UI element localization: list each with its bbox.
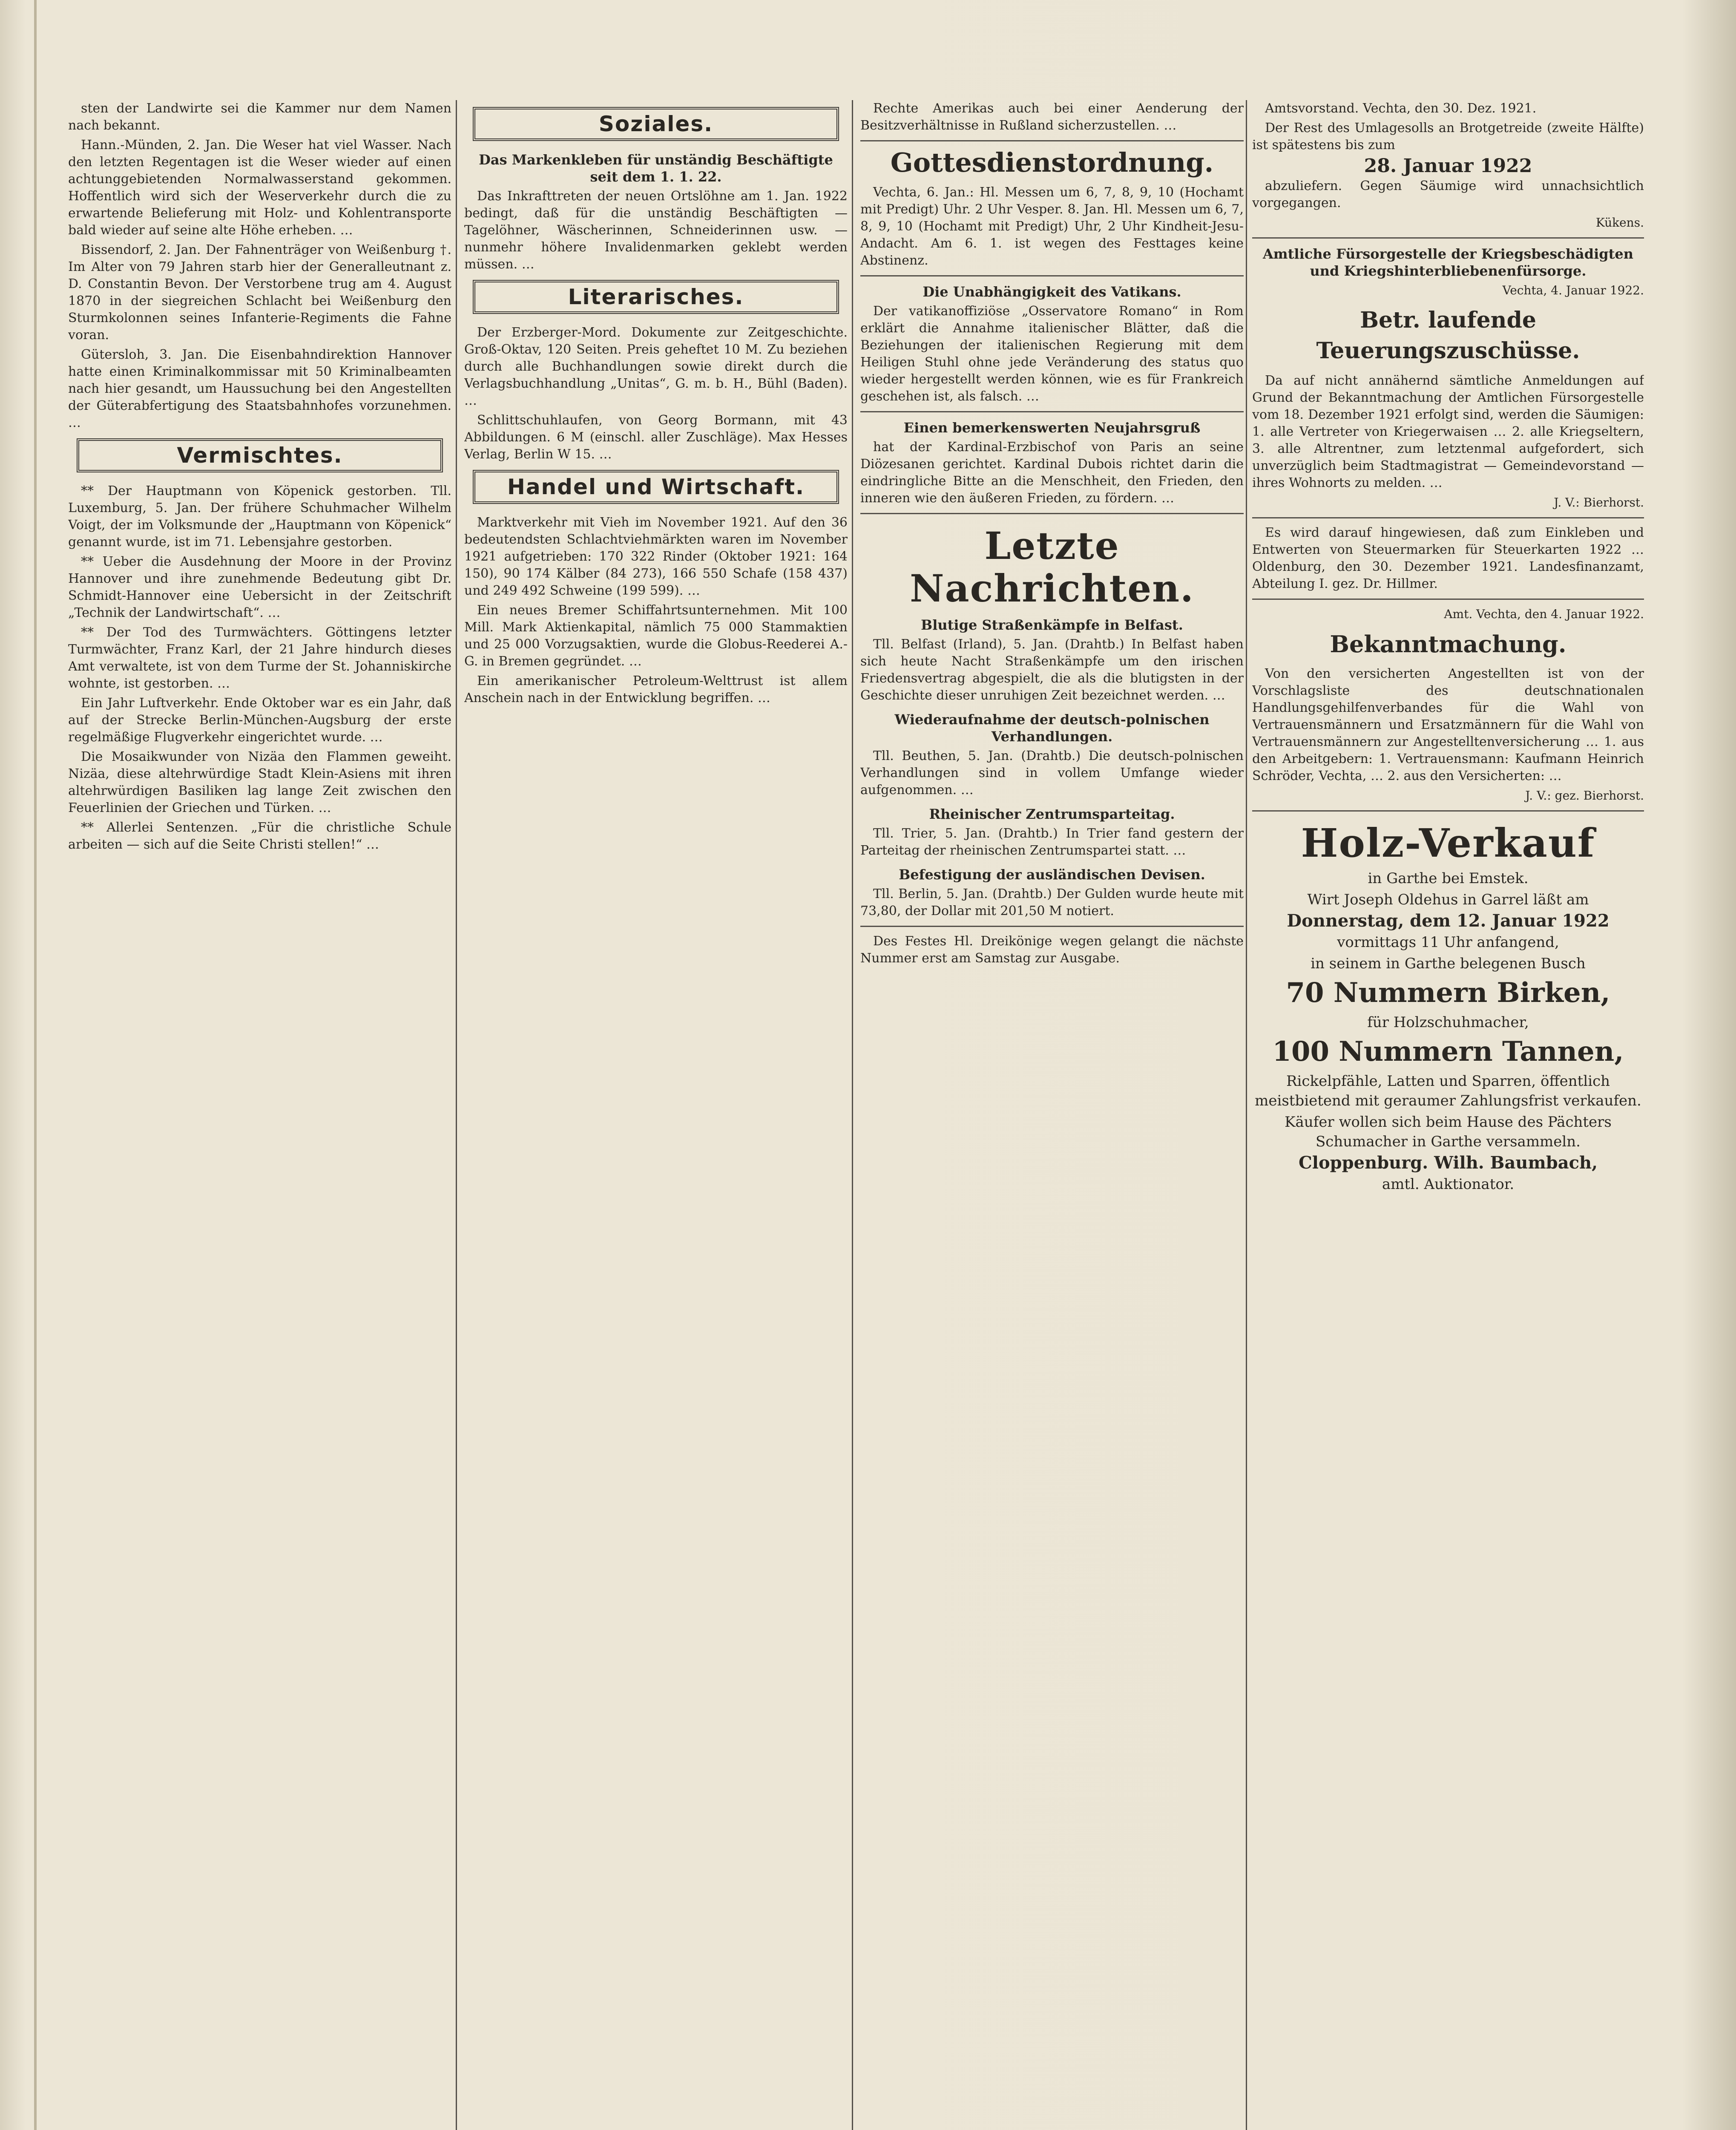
article-text: Bissendorf, 2. Jan. Der Fahnenträger von Weißenburg †. Im Alter von 79 Jahren starb hier der Generalleutnant z. D. Constantin Bevon. Der Verstorbene trug am 4. August 1870 in der siegreichen Schlacht bei Weißenburg den Sturmkolonnen seines Infanterie-Regiments die Fahne voran. [68,242,451,343]
article-heading: Befestigung der ausländischen Devisen. [899,866,1205,883]
article-text: ** Ueber die Ausdehnung der Moore in der Provinz Hannover und ihre zunehmende Bedeutung gibt Dr. Schmidt-Hannover eine Uebersicht in der Zeitschrift „Technik der Landwirtschaft“. … [68,554,451,620]
article-text: Tll. Beuthen, 5. Jan. (Drahtb.) Die deutsch-polnischen Verhandlungen sind in vollem Umfange wieder aufgenommen. … [860,748,1244,797]
ad-line: Donnerstag, dem 12. Januar 1922 [1287,911,1610,931]
ad-line: amtl. Auktionator. [1382,1176,1515,1193]
section-heading-soziales: Soziales. [473,107,839,141]
article-text: Tll. Trier, 5. Jan. (Drahtb.) In Trier fand gestern der Parteitag der rheinischen Zentrumspartei statt. … [860,826,1244,858]
notice-text: abzuliefern. Gegen Säumige wird unnachsichtlich vorgegangen. [1252,178,1644,210]
article-text: hat der Kardinal-Erzbischof von Paris an seine Diözesanen gerichtet. Kardinal Dubois richtet darin die eindringliche Bitte an die Menschheit, den Frieden, den inneren wie den äußeren Frieden, zu fördern. … [860,440,1244,506]
ad-line: Wirt Joseph Oldehus in Garrel läßt am [1307,891,1589,908]
article-text: Hann.-Münden, 2. Jan. Die Weser hat viel Wasser. Nach den letzten Regentagen ist die Weser wieder auf einen achtunggebietenden Normalwasserstand gekommen. Hoffentlich wird sich der Weserverkehr durch die zu erwartende Belieferung mit Holz- und Kohlentransporte bald wieder auf seine alte Höhe erheben. … [68,138,451,238]
article-text: Der vatikanoffiziöse „Osservatore Romano“ in Rom erklärt die Annahme italienischer Blätter, daß die Beziehungen der italienischen Regierung mit dem Heiligen Stuhl ohne jede Veränderung des status quo wieder hergestellt werden können, wie es für Frankreich geschehen ist, als falsch. … [860,304,1244,404]
ad-line: Cloppenburg. Wilh. Baumbach, [1298,1153,1598,1173]
page-fold [34,0,37,2130]
section-heading-handel: Handel und Wirtschaft. [473,470,839,504]
article-text: Ein neues Bremer Schiffahrtsunternehmen. Mit 100 Mill. Mark Aktienkapital, nämlich 75 000 Stammaktien und 25 000 Vorzugsaktien, wurde die Globus-Reederei A.-G. in Bremen gegründet. … [464,603,848,669]
notice-signature: J. V.: gez. Bierhorst. [1525,789,1644,803]
column-rule [1246,100,1247,2130]
section-heading-vermischtes: Vermischtes. [77,438,443,472]
article-text: Der Erzberger-Mord. Dokumente zur Zeitgeschichte. Groß-Oktav, 120 Seiten. Preis geheftet 10 M. Zu beziehen durch alle Buchhandlungen sowie direkt durch die Verlagsbuchhandlung „Unitas“, G. m. b. H., Bühl (Baden). … [464,325,848,408]
divider [1252,599,1644,600]
article-text: Gütersloh, 3. Jan. Die Eisenbahndirektion Hannover hatte einen Kriminalkommissar mit 50 Kriminalbeamten nach hier gesandt, um Haussuchung bei den Angestellten der Güterabfertigung des Staatsbahnhofes vorzunehmen. … [68,347,451,430]
article-text: sten der Landwirte sei die Kammer nur dem Namen nach bekannt. [68,101,451,133]
divider [860,411,1244,412]
section-heading-gottesdienst: Gottesdienstordnung. [890,147,1214,178]
notice-text: Es wird darauf hingewiesen, daß zum Einkleben und Entwerten von Steuermarken für Steuerkarten 1922 … Oldenburg, den 30. Dezember 1921. Landesfinanzamt, Abteilung I. gez. Dr. Hillmer. [1252,525,1644,591]
divider [860,140,1244,141]
article-text: Das Inkrafttreten der neuen Ortslöhne am 1. Jan. 1922 bedingt, daß für die unständig Beschäftigten — Tagelöhner, Wäscherinnen, Schneiderinnen usw. — nunmehr höhere Invalidenmarken geklebt werden müssen. … [464,189,848,272]
notice-title-teuerung: Betr. laufende Teuerungszuschüsse. [1316,307,1580,364]
notice-title-bekanntmachung: Bekanntmachung. [1330,630,1566,658]
column-3 [860,100,1244,2130]
notice-dateline: Vechta, 4. Januar 1922. [1502,283,1644,297]
article-heading: Die Unabhängigkeit des Vatikans. [923,284,1181,300]
article-text: Ein Jahr Luftverkehr. Ende Oktober war es ein Jahr, daß auf der Strecke Berlin-München-Augsburg der erste regelmäßige Flugverkehr eingerichtet wurde. … [68,696,451,745]
column-rule [456,100,457,2130]
article-text: Die Mosaikwunder von Nizäa den Flammen geweiht. Nizäa, diese altehrwürdige Stadt Klein-Asiens mit ihren altehrwürdigen Basiliken lag lange Zeit zwischen den Feuerlinien der Griechen und Türken. … [68,749,451,815]
ad-line: Rickelpfähle, Latten und Sparren, öffentlich meistbietend mit geraumer Zahlungsfrist verkaufen. [1255,1073,1641,1109]
notice-signature: Kükens. [1595,216,1644,230]
ad-line-tannen: 100 Nummern Tannen, [1272,1036,1624,1068]
notice-heading: Amtliche Fürsorgestelle der Kriegsbeschädigten und Kriegshinterbliebenenfürsorge. [1262,246,1634,279]
article-text: Schlittschuhlaufen, von Georg Bormann, mit 43 Abbildungen. 6 M (einschl. aller Zuschläge). Max Hesses Verlag, Berlin W 15. … [464,413,848,462]
notice-text: Von den versicherten Angestellten ist von der Vorschlagsliste des deutschnationalen Handlungsgehilfenverbandes für die Wahl von Vertrauensmännern und Ersatzmännern für die Wahl von Vertrauensmännern zur Angestelltenversicherung … 1. aus den Arbeitgebern: 1. Vertrauensmann: Kaufmann Heinrich Schröder, Vechta, … 2. aus den Versicherten: … [1252,666,1644,783]
article-heading: Rheinischer Zentrumsparteitag. [929,806,1175,822]
ad-line: Käufer wollen sich beim Hause des Pächters Schumacher in Garthe versammeln. [1285,1114,1612,1150]
divider [860,513,1244,514]
article-text: ** Der Hauptmann von Köpenick gestorben. Tll. Luxemburg, 5. Jan. Der frühere Schuhmacher Wilhelm Voigt, der im Volksmunde der „Hauptmann von Köpenick“ genannt wurde, ist im 71. Lebensjahre gestorben. [68,484,451,550]
notice-text: Der Rest des Umlagesolls an Brotgetreide (zweite Hälfte) ist spätestens bis zum [1252,121,1644,153]
column-4 [1252,100,1644,2130]
notice-text: Amtsvorstand. Vechta, den 30. Dez. 1921. [1265,101,1537,116]
article-text: Rechte Amerikas auch bei einer Aenderung der Besitzverhältnisse in Rußland sicherzustellen. … [860,101,1244,133]
article-text: Tll. Belfast (Irland), 5. Jan. (Drahtb.) In Belfast haben sich heute Nacht Straßenkämpfe um den irischen Friedensvertrag abgespielt, die als die blutigsten in der Geschichte dieser unruhigen Zeit bezeichnet werden. … [860,637,1244,703]
article-text: Marktverkehr mit Vieh im November 1921. Auf den 36 bedeutendsten Schlachtviehmärkten waren im November 1921 aufgetrieben: 170 322 Rinder (Oktober 1921: 164 150), 90 174 Kälber (84 273), 166 550 Schafe (158 437) und 249 492 Schweine (199 599). … [464,515,848,598]
ad-line-birken: 70 Nummern Birken, [1286,977,1610,1009]
section-heading-literarisches: Literarisches. [473,280,839,314]
divider [860,926,1244,927]
divider [1252,810,1644,812]
notice-deadline: 28. Januar 1922 [1364,155,1532,177]
article-text: ** Allerlei Sentenzen. „Für die christliche Schule arbeiten — sich auf die Seite Christi stellen!“ … [68,820,451,852]
section-heading-letzte-nachrichten: Letzte Nachrichten. [910,524,1194,610]
notice-text: Des Festes Hl. Dreikönige wegen gelangt die nächste Nummer erst am Samstag zur Ausgabe. [860,934,1244,966]
divider [860,275,1244,276]
column-rule [852,100,853,2130]
divider [1252,237,1644,239]
notice-dateline: Amt. Vechta, den 4. Januar 1922. [1444,607,1644,621]
column-1 [68,100,451,2130]
ad-line: in seinem in Garthe belegenen Busch [1311,955,1586,972]
ad-title-holzverkauf: Holz-Verkauf [1301,820,1595,866]
article-text: Tll. Berlin, 5. Jan. (Drahtb.) Der Gulden wurde heute mit 73,80, der Dollar mit 201,50 M notiert. [860,887,1244,918]
article-heading: Das Markenkleben für unständig Beschäftigte seit dem 1. 1. 22. [479,152,833,185]
article-heading: Blutige Straßenkämpfe in Belfast. [921,617,1183,633]
ad-line: für Holzschuhmacher, [1367,1014,1529,1031]
article-text: Vechta, 6. Jan.: Hl. Messen um 6, 7, 8, 9, 10 (Hochamt mit Predigt) Uhr. 2 Uhr Vesper. 8. Jan. Hl. Messen um 6, 7, 8, 9, 10 (Hochamt mit Predigt) Uhr, 2 Uhr Kindheit-Jesu-Andacht. Am 6. 1. ist wegen des Festtages keine Abstinenz. [860,185,1244,268]
column-2 [464,100,848,2130]
notice-signature: J. V.: Bierhorst. [1554,495,1644,509]
article-text: Ein amerikanischer Petroleum-Welttrust ist allem Anschein nach in der Entwicklung begriffen. … [464,674,848,705]
ad-line: vormittags 11 Uhr anfangend, [1337,934,1559,951]
notice-text: Da auf nicht annähernd sämtliche Anmeldungen auf Grund der Bekanntmachung der Amtlichen Fürsorgestelle vom 18. Dezember 1921 erfolgt sind, werden die Säumigen: 1. alle Vertreter von Kriegerwaisen … 2. alle Kriegseltern, 3. alle Altrentner, zum letztenmal aufgefordert, sich unverzüglich beim Stadtmagistrat — Gemeindevorstand — ihres Wohnorts zu melden. … [1252,373,1644,490]
article-heading: Wiederaufnahme der deutsch-polnischen Verhandlungen. [894,711,1210,745]
divider [1252,517,1644,518]
article-heading: Einen bemerkenswerten Neujahrsgruß [903,420,1201,436]
ad-line: in Garthe bei Emstek. [1368,870,1529,887]
article-text: ** Der Tod des Turmwächters. Göttingens letzter Turmwächter, Franz Karl, der 21 Jahre hindurch dieses Amt verwaltete, ist von dem Turme der St. Johanniskirche wohnte, ist gestorben. … [68,625,451,691]
